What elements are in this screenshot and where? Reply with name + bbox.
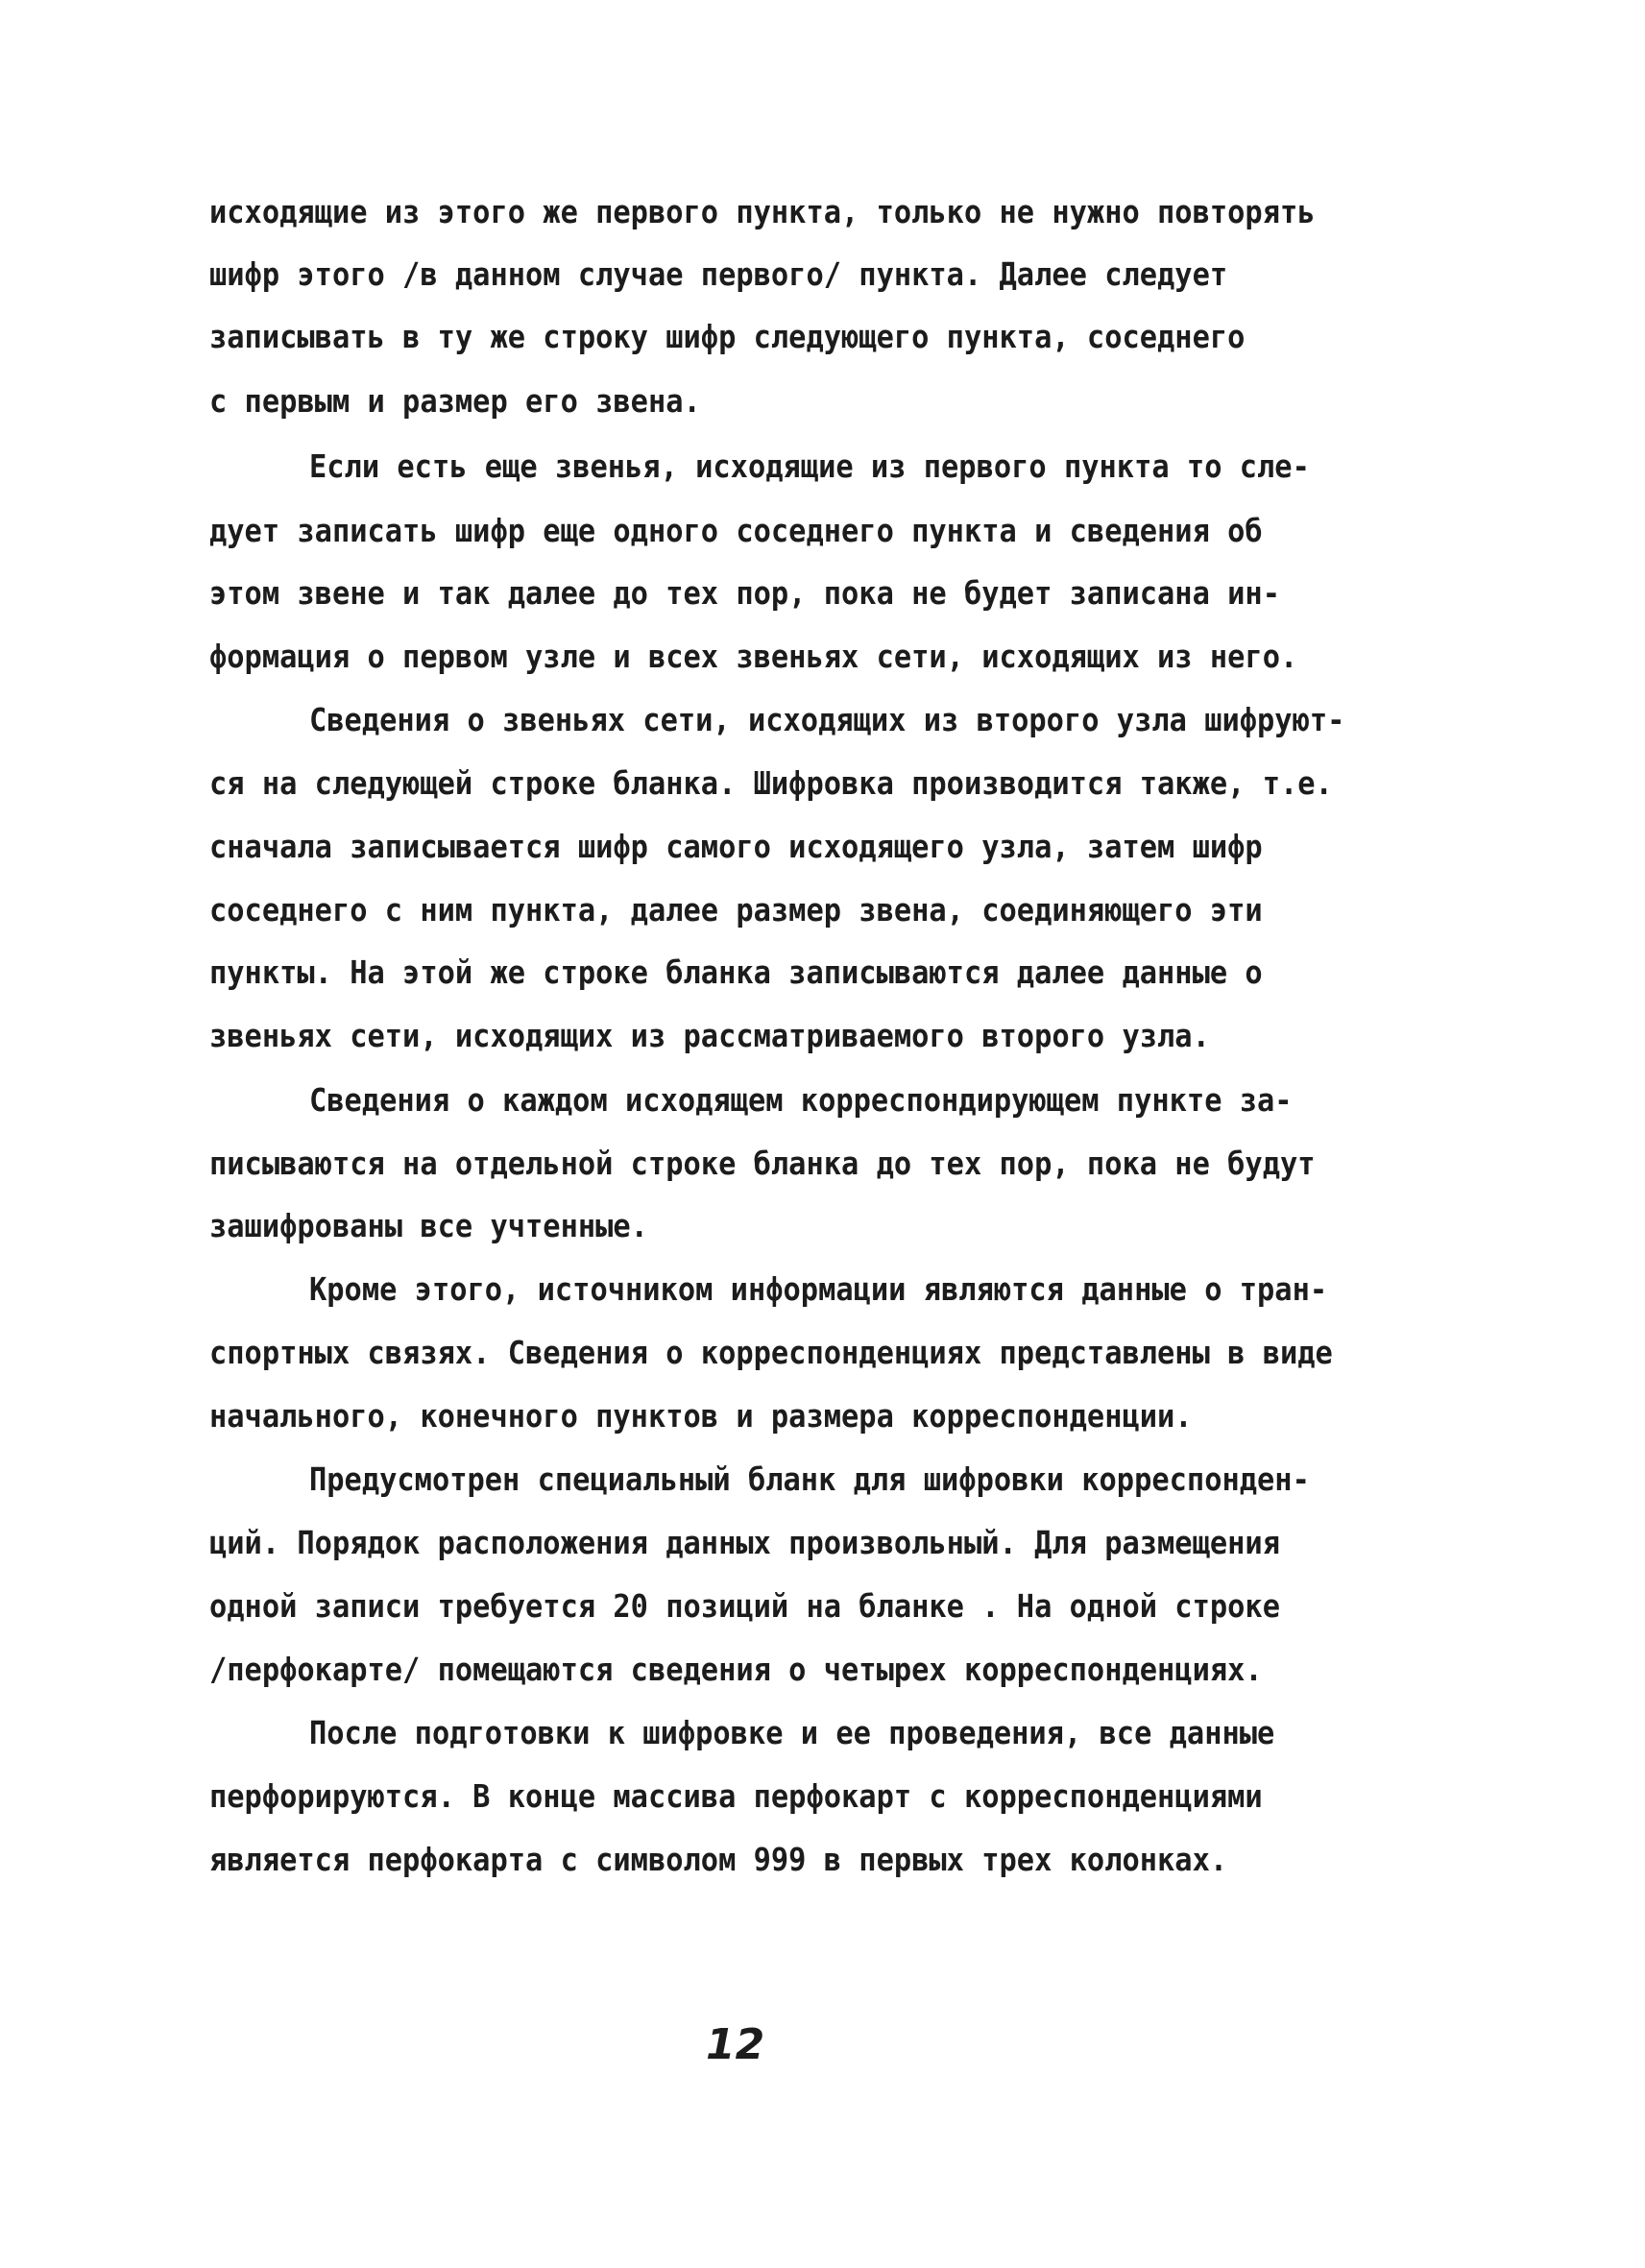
text-line: зашифрованы все учтенные. [209,1207,648,1244]
text-line: соседнего с ним пункта, далее размер звена, соединяющего эти [209,891,1263,929]
text-line: перфорируются. В конце массива перфокарт с корреспонденциями [209,1777,1263,1815]
text-line: с первым и размер его звена. [209,382,701,420]
text-line: звеньях сети, исходящих из рассматриваемого второго узла. [209,1017,1210,1054]
text-line: одной записи требуется 20 позиций на бланке . На одной строке [209,1587,1280,1625]
text-line: Кроме этого, источником информации являются данные о тран- [309,1270,1328,1308]
text-line: Сведения о звеньях сети, исходящих из второго узла шифруют- [309,701,1345,738]
text-line: Предусмотрен специальный бланк для шифровки корреспонден- [309,1460,1310,1498]
page-number: 12 [706,2020,765,2069]
text-line: После подготовки к шифровке и ее проведения, все данные [309,1714,1275,1751]
text-line: спортных связях. Сведения о корреспонденциях представлены в виде [209,1334,1333,1371]
text-line: пункты. На этой же строке бланка записываются далее данные о [209,953,1263,991]
text-line: Сведения о каждом исходящем корреспондирующем пункте за- [309,1081,1293,1119]
text-line: /перфокарте/ помещаются сведения о четырех корреспонденциях. [209,1651,1263,1688]
text-line: сначала записывается шифр самого исходящего узла, затем шифр [209,828,1263,865]
text-line: этом звене и так далее до тех пор, пока не будет записана ин- [209,574,1280,612]
text-line: начального, конечного пунктов и размера корреспонденции. [209,1397,1193,1435]
text-line: ся на следующей строке бланка. Шифровка производится также, т.е. [209,764,1333,802]
text-line: формация о первом узле и всех звеньях сети, исходящих из него. [209,638,1298,675]
text-line: записывать в ту же строку шифр следующего пункта, соседнего [209,318,1246,355]
text-line: является перфокарта с символом 999 в первых трех колонках. [209,1841,1228,1878]
text-line: писываются на отдельной строке бланка до тех пор, пока не будут [209,1145,1316,1182]
text-line: дует записать шифр еще одного соседнего пункта и сведения об [209,512,1263,549]
text-line: Если есть еще звенья, исходящие из первого пункта то сле- [309,447,1310,485]
text-line: исходящие из этого же первого пункта, только не нужно повторять [209,193,1316,230]
text-line: ций. Порядок расположения данных произвольный. Для размещения [209,1524,1280,1561]
text-line: шифр этого /в данном случае первого/ пункта. Далее следует [209,255,1228,293]
